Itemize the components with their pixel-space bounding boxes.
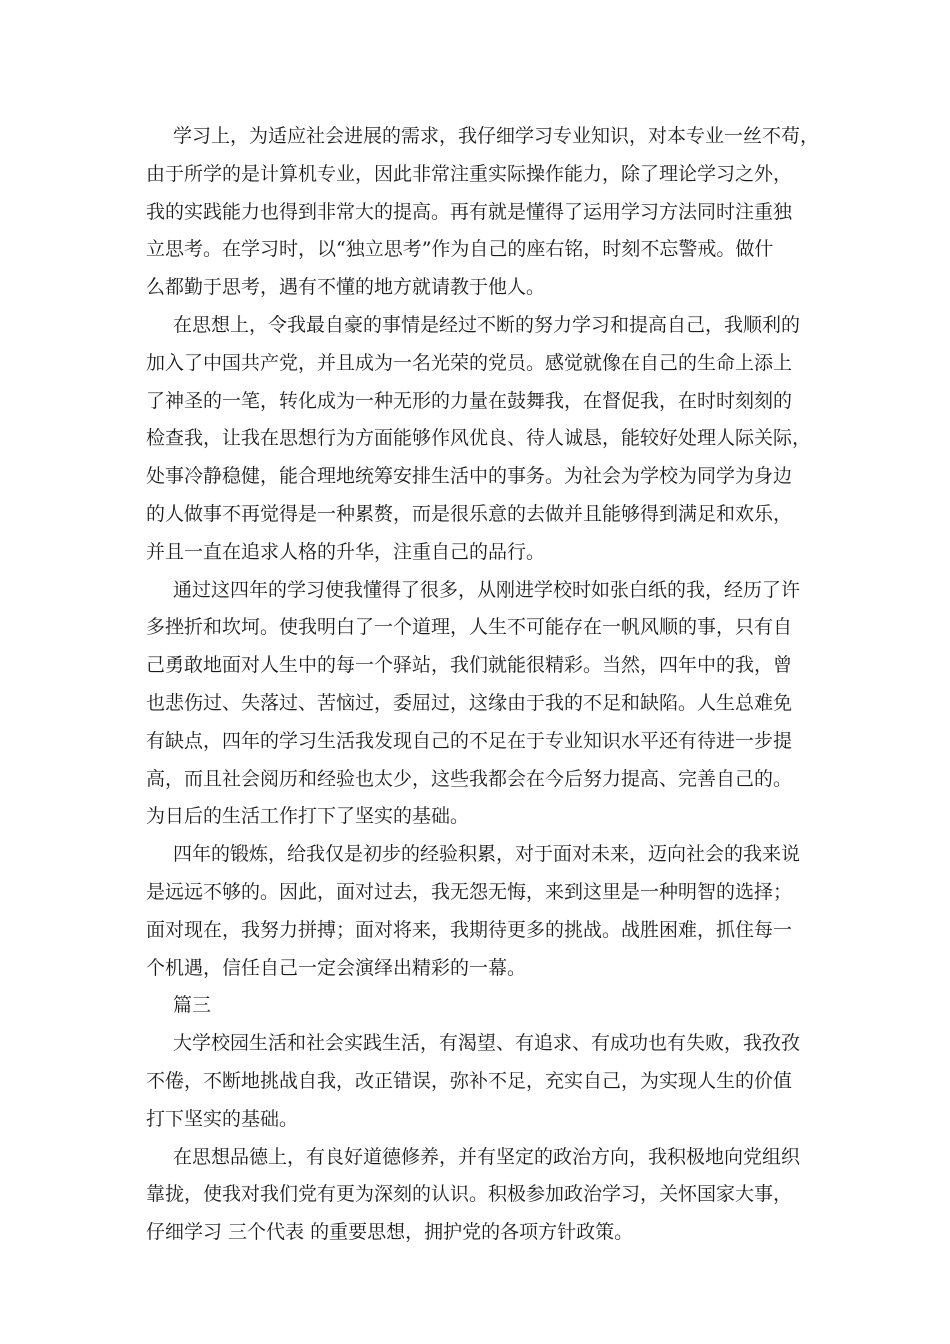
paragraph-line: 打下坚实的基础。 bbox=[146, 1107, 299, 1130]
paragraph-line: 也悲伤过、失落过、苦恼过，委屈过，这缘由于我的不足和缺陷。人生总难免 bbox=[146, 691, 793, 714]
paragraph-line: 面对现在，我努力拼搏；面对将来，我期待更多的挑战。战胜困难，抓住每一 bbox=[146, 918, 793, 941]
paragraph-line: 通过这四年的学习使我懂得了很多，从刚进学校时如张白纸的我，经历了许 bbox=[173, 578, 801, 601]
paragraph-line: 是远远不够的。因此，面对过去，我无怨无悔，来到这里是一种明智的选择； bbox=[146, 880, 793, 903]
paragraph-line: 四年的锻炼，给我仅是初步的经验积累，对于面对未来，迈向社会的我来说 bbox=[173, 843, 801, 866]
paragraph-line: 由于所学的是计算机专业，因此非常注重实际操作能力，除了理论学习之外， bbox=[146, 162, 793, 185]
paragraph-line: 我的实践能力也得到非常大的提高。再有就是懂得了运用学习方法同时注重独 bbox=[146, 200, 793, 223]
paragraph-line: 立思考。在学习时，以“独立思考”作为自己的座右铭，时刻不忘警戒。做什 bbox=[146, 238, 774, 261]
paragraph-line: 己勇敢地面对人生中的每一个驿站，我们就能很精彩。当然，四年中的我，曾 bbox=[146, 654, 793, 677]
paragraph-line: 在思想上，令我最自豪的事情是经过不断的努力学习和提高自己，我顺利的 bbox=[173, 313, 801, 336]
paragraph-line: 检查我，让我在思想行为方面能够作风优良、待人诚恳，能较好处理人际关际， bbox=[146, 427, 812, 450]
section-heading: 篇三 bbox=[173, 994, 212, 1017]
paragraph-line: 的人做事不再觉得是一种累赘，而是很乐意的去做并且能够得到满足和欢乐， bbox=[146, 502, 793, 525]
paragraph-line: 加入了中国共产党，并且成为一名光荣的党员。感觉就像在自己的生命上添上 bbox=[146, 351, 793, 374]
paragraph-line: 仔细学习 三个代表 的重要思想，拥护党的各项方针政策。 bbox=[146, 1221, 634, 1244]
paragraph-line: 么都勤于思考，遇有不懂的地方就请教于他人。 bbox=[146, 276, 546, 299]
paragraph-line: 高，而且社会阅历和经验也太少，这些我都会在今后努力提高、完善自己的。 bbox=[146, 767, 793, 790]
paragraph-line: 个机遇，信任自己一定会演绎出精彩的一幕。 bbox=[146, 956, 527, 979]
paragraph-line: 并且一直在追求人格的升华，注重自己的品行。 bbox=[146, 540, 546, 563]
paragraph-line: 大学校园生活和社会实践生活，有渴望、有追求、有成功也有失败，我孜孜 bbox=[173, 1032, 801, 1055]
paragraph-line: 不倦，不断地挑战自我，改正错误，弥补不足，充实自己，为实现人生的价值 bbox=[146, 1069, 793, 1092]
paragraph-line: 了神圣的一笔，转化成为一种无形的力量在鼓舞我，在督促我，在时时刻刻的 bbox=[146, 389, 793, 412]
paragraph-line: 学习上，为适应社会进展的需求，我仔细学习专业知识，对本专业一丝不苟， bbox=[173, 125, 820, 147]
document-body bbox=[146, 118, 820, 1252]
paragraph-line: 为日后的生活工作打下了坚实的基础。 bbox=[146, 805, 470, 828]
paragraph-line: 有缺点，四年的学习生活我发现自己的不足在于专业知识水平还有待进一步提 bbox=[146, 729, 793, 752]
paragraph-line: 在思想品德上，有良好道德修养，并有坚定的政治方向，我积极地向党组织 bbox=[173, 1145, 801, 1168]
paragraph-line: 靠拢，使我对我们党有更为深刻的认识。积极参加政治学习，关怀国家大事， bbox=[146, 1183, 793, 1206]
paragraph-line: 处事冷静稳健，能合理地统筹安排生活中的事务。为社会为学校为同学为身边 bbox=[146, 465, 793, 488]
paragraph-line: 多挫折和坎坷。使我明白了一个道理，人生不可能存在一帆风顺的事，只有自 bbox=[146, 616, 793, 639]
